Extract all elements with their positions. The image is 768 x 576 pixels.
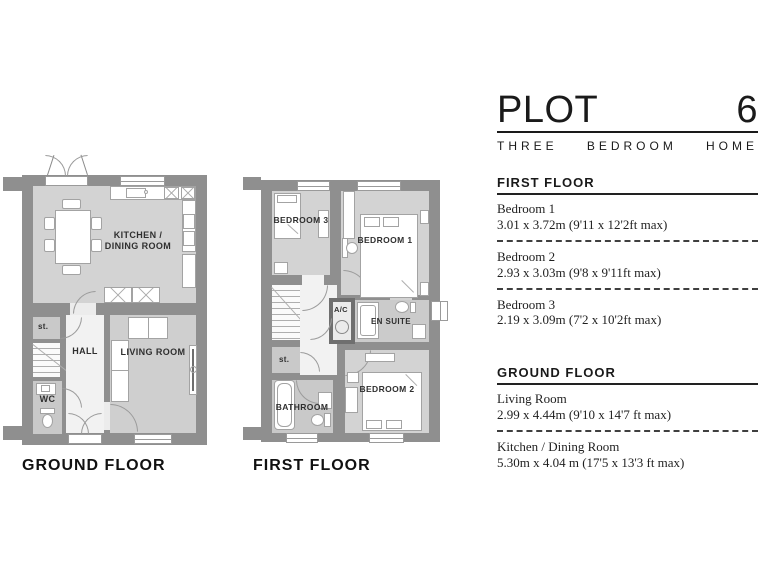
- ff-bed3-pillow: [277, 195, 297, 203]
- spec-column: [497, 89, 758, 477]
- gf-living-label: LIVING ROOM: [120, 347, 186, 357]
- room-dimensions: 2.93 x 3.03m (9'8 x 9'11ft max): [497, 264, 661, 280]
- ff-bed1-pillow: [383, 217, 399, 227]
- plot-subtitle: [497, 139, 758, 153]
- ff-bedroom3-label: BEDROOM 3: [273, 215, 329, 225]
- ff-ac-cylinder: [335, 320, 349, 334]
- ff-bathroom-toilet-bowl: [311, 414, 324, 426]
- ff-ensuite-label: EN SUITE: [370, 317, 412, 326]
- gf-hall-label: HALL: [72, 346, 98, 356]
- ff-ensuite-toilet-tank: [410, 302, 416, 313]
- dashed-divider: [497, 430, 758, 432]
- spec-entry-living-room: [497, 391, 758, 423]
- ff-bathroom-window: [286, 433, 318, 443]
- room-dimensions: 3.01 x 3.72m (9'11 x 12'2ft max): [497, 216, 668, 232]
- subtitle-word: THREE: [497, 139, 558, 154]
- ff-caption: FIRST FLOOR: [253, 457, 371, 474]
- ff-bedroom2-label: BEDROOM 2: [359, 384, 415, 394]
- room-dimensions: 2.99 x 4.44m (9'10 x 14'7 ft max): [497, 407, 672, 423]
- spec-entry-kitchen-dining: [497, 439, 758, 471]
- ff-bed2-pillow: [386, 420, 402, 429]
- room-name: Bedroom 1: [497, 201, 556, 217]
- gf-kitchen-label: KITCHEN / DINING ROOM: [104, 230, 172, 252]
- ff-bed2-shelf: [365, 353, 395, 362]
- plot-number: 6: [736, 89, 758, 131]
- spec-entry-bedroom3: [497, 297, 758, 329]
- first-floor-heading: FIRST FLOOR: [497, 175, 758, 195]
- ff-bed1-side-table: [420, 282, 429, 296]
- spec-entry-bedroom2: [497, 249, 758, 281]
- plot-title-row: [497, 89, 758, 133]
- ff-bedroom3-window: [297, 181, 330, 191]
- ground-floor-heading: GROUND FLOOR: [497, 365, 758, 385]
- ff-bedroom3-door-gap: [302, 275, 324, 285]
- ff-bedroom2-window: [369, 433, 404, 443]
- subtitle-word: BEDROOM: [586, 139, 677, 154]
- ff-ensuite-toilet-bowl: [395, 301, 409, 313]
- gf-store-label: st.: [38, 322, 49, 331]
- ff-bed3-dresser: [274, 262, 288, 274]
- ff-bed1-side-table: [420, 210, 429, 224]
- subtitle-word: HOME: [706, 139, 758, 154]
- ff-bathroom-toilet-tank: [324, 413, 331, 427]
- room-name: Living Room: [497, 391, 567, 407]
- dashed-divider: [497, 288, 758, 290]
- gf-caption: GROUND FLOOR: [22, 457, 166, 474]
- gf-wc-label: WC: [39, 394, 56, 404]
- room-dimensions: 2.19 x 3.09m (7'2 x 10'2ft max): [497, 312, 662, 328]
- room-name: Bedroom 2: [497, 248, 556, 264]
- spec-entry-bedroom1: [497, 201, 758, 233]
- ff-bed1-pillow: [364, 217, 380, 227]
- room-dimensions: 5.30m x 4.04 m (17'5 x 13'3 ft max): [497, 454, 685, 470]
- ff-bed1-wardrobe: [343, 191, 355, 239]
- ff-bedroom1-label: BEDROOM 1: [357, 235, 413, 245]
- ff-store-label: st.: [279, 355, 290, 364]
- ff-bathroom-label: BATHROOM: [275, 402, 329, 412]
- ff-ac-label: A/C: [334, 305, 348, 314]
- room-name: Bedroom 3: [497, 296, 556, 312]
- ff-party-wall-stub-bottom: [243, 427, 261, 440]
- ff-party-wall-stub-top: [243, 177, 261, 190]
- dashed-divider: [497, 240, 758, 242]
- ff-bed2-side-table: [347, 372, 359, 383]
- room-name: Kitchen / Dining Room: [497, 438, 620, 454]
- ff-ensuite-window: [431, 301, 448, 321]
- ff-bedroom1-window: [357, 181, 401, 191]
- ff-bed2-pillow: [366, 420, 382, 429]
- plot-label: PLOT: [497, 89, 599, 131]
